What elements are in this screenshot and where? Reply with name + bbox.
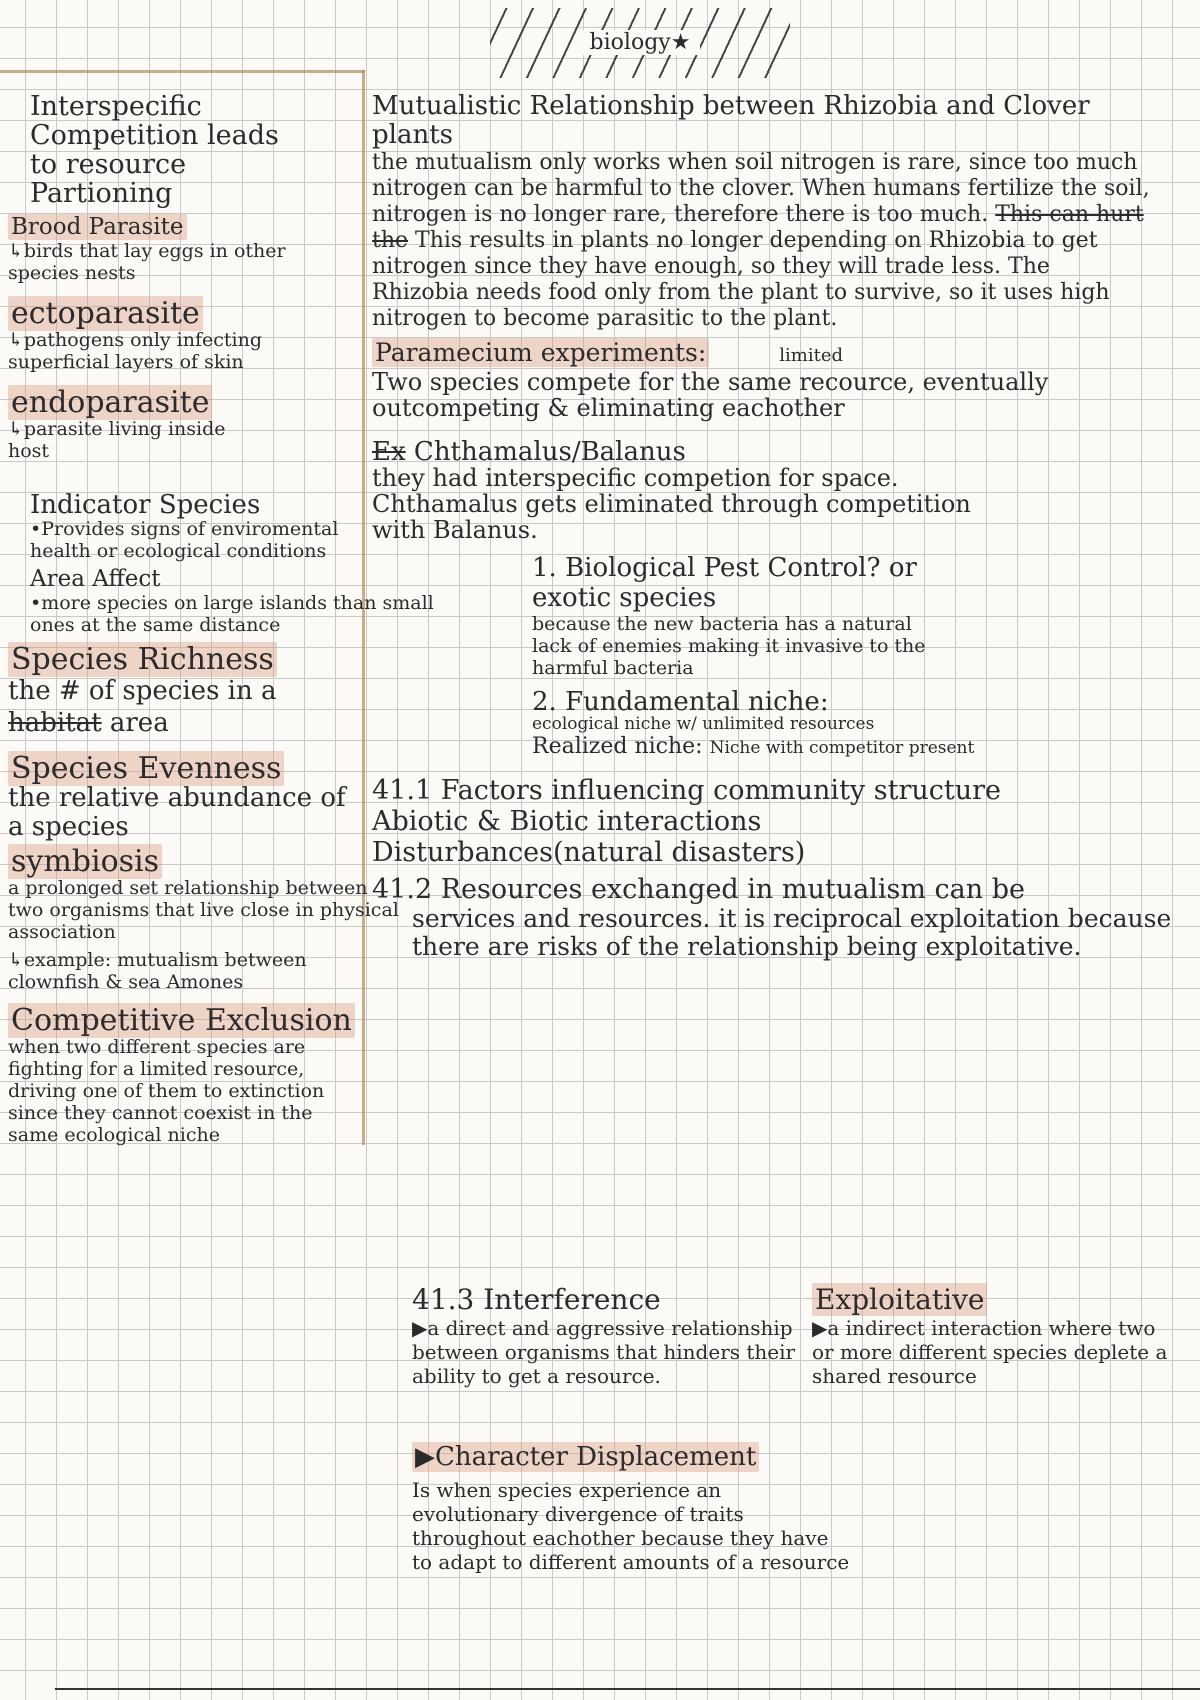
displacement-text: Is when species experience an evolutionary divergence of traits throughout eachother because they have to adapt to different amounts of a resource xyxy=(412,1478,850,1574)
rhizobia-strike: This can hurt the xyxy=(372,202,1144,253)
area-text: •more species on large islands than small ones at the same distance xyxy=(30,592,434,636)
endo-heading: endoparasite xyxy=(8,385,212,420)
displacement-heading: ▶Character Displacement xyxy=(412,1442,759,1472)
page-title: biology★ xyxy=(490,8,790,78)
symbiosis-text: a prolonged set relationship between two organisms that live close in physical association xyxy=(8,877,399,943)
exploitative-text: ▶a indirect interaction where two or more different species deplete a shared resource xyxy=(812,1316,1168,1388)
exploitative-heading: Exploitative xyxy=(812,1283,987,1316)
rhizobia-text xyxy=(372,150,1152,332)
right-column xyxy=(372,91,1192,1574)
interference-note xyxy=(412,1284,832,1388)
brood-heading: Brood Parasite xyxy=(8,214,187,240)
exchange-text: services and resources. it is reciprocal exploitation because there are risks of the relationship being exploitative. xyxy=(412,904,1172,961)
factors-line2: Disturbances(natural disasters) xyxy=(372,837,806,868)
factors-heading: 41.1 Factors influencing community structure xyxy=(372,775,1002,806)
symbiosis-heading: symbiosis xyxy=(8,844,162,879)
ectoparasite-note xyxy=(8,298,360,373)
ecto-text: ↳pathogens only infecting superficial layers of skin xyxy=(8,329,263,373)
niche-heading: 2. Fundamental niche: xyxy=(532,687,829,717)
left-column xyxy=(8,91,434,1146)
endoparasite-note xyxy=(8,387,360,462)
interspecific-heading: Interspecific Competition leads to resource Partioning xyxy=(30,91,279,209)
pest-text: because the new bacteria has a natural lack of enemies making it invasive to the harmful bacteria xyxy=(532,613,926,679)
chthamalus-strike: Ex xyxy=(372,437,406,467)
richness-text-b: area xyxy=(101,708,169,738)
paramecium-heading: Paramecium experiments: xyxy=(372,338,709,367)
rhizobia-note xyxy=(372,92,1192,332)
chthamalus-note xyxy=(372,439,1192,543)
indicator-heading: Indicator Species xyxy=(30,490,261,520)
divider-top xyxy=(0,70,365,73)
niche-text: ecological niche w/ unlimited resources xyxy=(532,714,875,734)
evenness-note xyxy=(8,753,360,842)
evenness-heading: Species Evenness xyxy=(8,751,284,786)
exploitative-note xyxy=(812,1284,1187,1388)
realized-heading: Realized niche: xyxy=(532,734,703,759)
interspecific-note xyxy=(30,92,360,208)
richness-text xyxy=(8,675,318,739)
ecto-heading: ectoparasite xyxy=(8,296,203,331)
exchange-note xyxy=(372,874,1192,961)
rhizobia-heading: Mutualistic Relationship between Rhizobia and Clover plants xyxy=(372,91,1090,150)
paramecium-note-limited: limited xyxy=(779,345,843,366)
pest-heading: 1. Biological Pest Control? or exotic species xyxy=(532,553,917,613)
indicator-text: •Provides signs of enviromental health or ecological conditions xyxy=(30,518,339,562)
indicator-note xyxy=(30,492,360,562)
evenness-text: the relative abundance of a species xyxy=(8,783,346,842)
realized-text: Niche with competitor present xyxy=(709,738,975,758)
rhizobia-text-b: This results in plants no longer depending on Rhizobia to get nitrogen since they have enough, so they will trade less. The Rhizobia needs food only from the plant to survive, so it uses high nitrogen to become parasitic to the plant. xyxy=(372,228,1110,331)
chthamalus-text: they had interspecific competion for space. Chthamalus gets eliminated through competition with Balanus. xyxy=(372,464,971,544)
exclusion-note xyxy=(8,1005,360,1146)
paramecium-note xyxy=(372,340,1192,421)
richness-note xyxy=(8,644,360,739)
exclusion-text: when two different species are fighting for a limited resource, driving one of them to extinction since they cannot coexist in the same ecological niche xyxy=(8,1036,325,1146)
exchange-heading: 41.2 Resources exchanged in mutualism can be xyxy=(372,874,1025,905)
brood-text: ↳birds that lay eggs in other species nests xyxy=(8,240,286,284)
richness-text-a: the # of species in a xyxy=(8,676,277,706)
chthamalus-heading: Chthamalus/Balanus xyxy=(413,437,686,467)
richness-heading: Species Richness xyxy=(8,642,277,677)
symbiosis-note xyxy=(8,844,399,993)
factors-line1: Abiotic & Biotic interactions xyxy=(372,806,762,837)
pest-control-note xyxy=(532,553,1192,679)
symbiosis-example: ↳example: mutualism between clownfish & sea Amones xyxy=(8,949,307,993)
interference-heading: 41.3 Interference xyxy=(412,1283,661,1316)
displacement-note xyxy=(412,1444,912,1574)
richness-strike: habitat xyxy=(8,708,102,738)
paramecium-text: Two species compete for the same recource, eventually outcompeting & eliminating eachother xyxy=(372,368,1049,422)
area-note xyxy=(30,566,434,636)
area-heading: Area Affect xyxy=(30,566,161,592)
interference-text: ▶a direct and aggressive relationship between organisms that hinders their ability to get a resource. xyxy=(412,1316,796,1388)
rhizobia-text-a: the mutualism only works when soil nitrogen is rare, since too much nitrogen can be harmful to the clover. When humans fertilize the soil, nitrogen is no longer rare, therefore there is too much. xyxy=(372,150,1150,227)
endo-text: ↳parasite living inside host xyxy=(8,418,226,462)
niche-note xyxy=(532,689,1192,761)
page-bottom-line xyxy=(55,1688,1200,1690)
factors-note xyxy=(372,775,1192,868)
exclusion-heading: Competitive Exclusion xyxy=(8,1003,355,1038)
brood-parasite-note xyxy=(8,214,360,284)
